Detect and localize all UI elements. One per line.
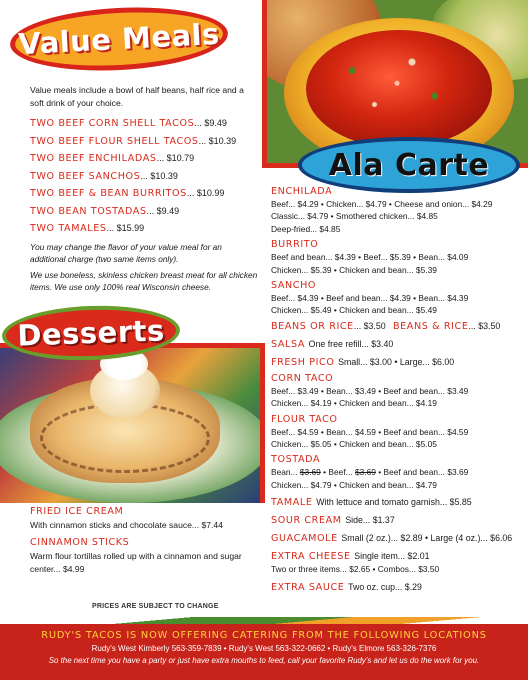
value-meal-name: TWO TAMALES bbox=[30, 223, 107, 234]
menu-entry-name: EXTRA CHEESE bbox=[271, 551, 351, 563]
value-meal-price: ... $10.79 bbox=[156, 153, 195, 163]
menu-entry-sour-cream bbox=[271, 514, 526, 527]
menu-entry-name: ENCHILADA bbox=[271, 186, 333, 197]
value-meal-item bbox=[30, 220, 258, 238]
value-meal-price: ... $9.49 bbox=[194, 118, 227, 128]
dessert-detail: Warm flour tortillas rolled up with a cinnamon and sugar center... $4.99 bbox=[30, 551, 242, 574]
desserts-heading: Desserts bbox=[1, 303, 181, 363]
menu-entry-line: Beef and bean... $4.39 • Beef... $5.39 • Bean... $4.09 bbox=[271, 252, 469, 263]
menu-entry-name: SANCHO bbox=[271, 280, 317, 292]
struck-price: $3.69 bbox=[299, 467, 321, 478]
value-meal-name: TWO BEEF ENCHILADAS bbox=[30, 153, 157, 164]
value-meals-section bbox=[30, 84, 258, 294]
menu-entry-name: SALSA bbox=[271, 338, 306, 350]
menu-entry-line: Beef... $4.29 • Chicken... $4.79 • Cheese and onion... $4.29 bbox=[271, 199, 493, 209]
value-meal-price: ... $10.39 bbox=[140, 170, 178, 181]
menu-entry-line: Chicken... $4.79 • Chicken and bean... $4.79 bbox=[271, 479, 437, 490]
menu-entry-extra-cheese bbox=[271, 550, 526, 575]
menu-entry-corn-taco bbox=[271, 372, 526, 410]
desserts-section bbox=[30, 505, 258, 580]
menu-entry-flour-taco bbox=[271, 413, 526, 451]
menu-entry-line: Chicken... $5.05 • Chicken and bean... $5.05 bbox=[271, 439, 437, 450]
menu-entry-line: Beef... $4.39 • Beef and bean... $4.39 • Bean... $4.39 bbox=[271, 293, 469, 304]
menu-entry-line: Chicken... $5.39 • Chicken and bean... $5.39 bbox=[271, 264, 437, 275]
menu-entry-extra-sauce bbox=[271, 581, 526, 594]
catering-footer bbox=[0, 624, 528, 680]
price-disclaimer: PRICES ARE SUBJECT TO CHANGE bbox=[92, 603, 219, 610]
menu-entry-price: ... $3.50 bbox=[468, 320, 501, 331]
menu-entry-burrito bbox=[271, 238, 526, 276]
ingredients-note: We use boneless, skinless chicken breast meat for all chicken items. We use only 100% real Wisconsin cheese. bbox=[30, 269, 258, 292]
value-meal-item bbox=[30, 133, 258, 151]
menu-entry-detail: Single item... $2.01 bbox=[354, 551, 430, 562]
menu-entry-name: TAMALE bbox=[271, 497, 313, 509]
catering-title: RUDY'S TACOS IS NOW OFFERING CATERING FROM THE FOLLOWING LOCATIONS bbox=[41, 630, 487, 641]
menu-entry-line: Classic... $4.79 • Smothered chicken... $4.85 bbox=[271, 211, 438, 222]
menu-entry-line: Chicken... $4.19 • Chicken and bean... $4.19 bbox=[271, 398, 437, 409]
menu-entry-salsa bbox=[271, 338, 526, 351]
menu-entry-detail: Small (2 oz.)... $2.89 • Large (4 oz.)... $6.06 bbox=[341, 533, 513, 544]
dessert-name: CINNAMON STICKS bbox=[30, 537, 130, 548]
value-meal-name: TWO BEAN TOSTADAS bbox=[30, 205, 147, 217]
menu-entry-name: SOUR CREAM bbox=[271, 515, 342, 527]
dessert-name: FRIED ICE CREAM bbox=[30, 506, 124, 517]
menu-entry-enchilada bbox=[271, 185, 526, 235]
value-meals-intro: Value meals include a bowl of half beans, half rice and a soft drink of your choice. bbox=[30, 85, 244, 108]
value-meal-price: ... $10.39 bbox=[198, 135, 237, 146]
value-meals-heading: Value Meals bbox=[9, 2, 230, 75]
value-meal-item bbox=[30, 115, 258, 133]
menu-entry-name: BEANS & RICE bbox=[392, 320, 469, 332]
menu-entry-guacamole bbox=[271, 532, 526, 545]
menu-entry-detail: Two oz. cup... $.29 bbox=[348, 581, 422, 592]
menu-entry-detail: Small... $3.00 • Large... $6.00 bbox=[338, 356, 455, 367]
menu-entry-beans-rice bbox=[271, 320, 526, 333]
dessert-photo bbox=[0, 343, 265, 503]
menu-entry-line: Deep-fried... $4.85 bbox=[271, 223, 341, 234]
menu-entry-tamale bbox=[271, 496, 526, 509]
menu-entry-line: Beef... $4.59 • Bean... $4.59 • Beef and bean... $4.59 bbox=[271, 426, 469, 437]
dessert-detail: With cinnamon sticks and chocolate sauce... $7.44 bbox=[30, 520, 223, 530]
ala-carte-heading: Ala Carte bbox=[298, 137, 520, 193]
menu-entry-line: Beef... $3.49 • Bean... $3.49 • Beef and bean... $3.49 bbox=[271, 385, 469, 396]
menu-entry-name: BURRITO bbox=[271, 239, 319, 251]
value-meal-name: TWO BEEF CORN SHELL TACOS bbox=[30, 118, 195, 129]
menu-entry-name: FLOUR TACO bbox=[271, 413, 338, 425]
value-meal-name: TWO BEEF & BEAN BURRITOS bbox=[30, 188, 187, 199]
menu-entry-name: GUACAMOLE bbox=[271, 533, 338, 545]
menu-entry-tostada bbox=[271, 453, 526, 491]
value-meal-name: TWO BEEF FLOUR SHELL TACOS bbox=[30, 135, 199, 147]
value-meal-price: ... $9.49 bbox=[146, 205, 180, 216]
menu-entry-name: CORN TACO bbox=[271, 372, 334, 384]
menu-entry-line: Bean... $3.69 • Beef... $3.69 • Beef and bean... $3.69 bbox=[271, 467, 469, 478]
catering-promo: So the next time you have a party or just have extra mouths to feed, call your favorite Rudy's and let us do the work for you. bbox=[48, 656, 480, 665]
struck-price: $3.69 bbox=[354, 467, 376, 478]
menu-entry-detail: With lettuce and tomato garnish... $5.85 bbox=[316, 497, 472, 508]
flavor-change-note: You may change the flavor of your value meal for an additional charge (two same items only). bbox=[30, 241, 222, 264]
menu-entry-sancho bbox=[271, 279, 526, 317]
menu-entry-line: Chicken... $5.49 • Chicken and bean... $5.49 bbox=[271, 305, 437, 316]
catering-locations: Rudy's West Kimberly 563-359-7839 • Rudy's West 563-322-0662 • Rudy's Elmore 563-326-7376 bbox=[91, 644, 437, 653]
menu-entry-name: BEANS OR RICE bbox=[271, 320, 354, 332]
menu-entry-detail: One free refill... $3.40 bbox=[308, 338, 394, 349]
menu-entry-name: TOSTADA bbox=[271, 454, 321, 466]
menu-entry-price: ... $3.50 bbox=[353, 320, 386, 331]
value-meal-item bbox=[30, 168, 258, 186]
value-meal-item bbox=[30, 185, 258, 203]
menu-entry-detail: Side... $1.37 bbox=[345, 515, 395, 526]
ala-carte-section bbox=[271, 185, 526, 597]
value-meal-price: ... $15.99 bbox=[106, 223, 145, 233]
menu-entry-line: Two or three items... $2.65 • Combos... $3.50 bbox=[271, 564, 440, 575]
menu-entry-fresh-pico bbox=[271, 356, 526, 369]
menu-entry-name: FRESH PICO bbox=[271, 356, 335, 368]
value-meal-price: ... $10.99 bbox=[186, 188, 225, 198]
value-meal-item bbox=[30, 203, 258, 221]
value-meal-name: TWO BEEF SANCHOS bbox=[30, 170, 141, 182]
value-meal-item bbox=[30, 150, 258, 168]
menu-entry-name: EXTRA SAUCE bbox=[271, 581, 345, 593]
